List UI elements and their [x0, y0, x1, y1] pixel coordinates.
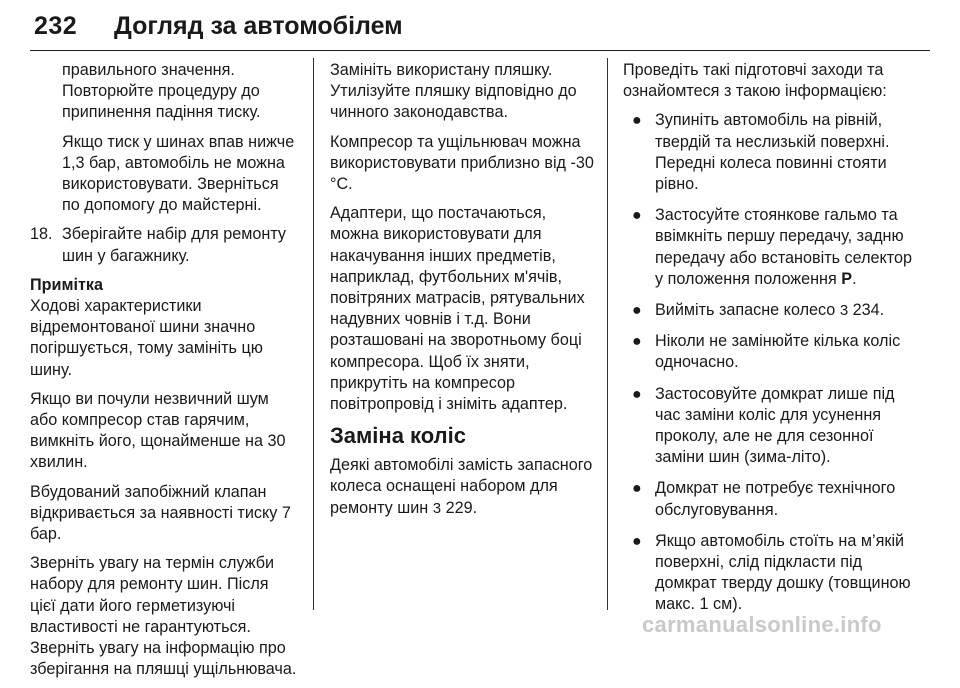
- note-title: Примітка: [30, 275, 103, 294]
- bullet-dot: ●: [632, 333, 642, 351]
- bullet-item: [623, 478, 921, 520]
- section-title: Заміна коліс: [330, 423, 466, 449]
- page-reference-icon[interactable]: 3: [839, 302, 849, 320]
- bullet-text: Застосуйте стоянкове гальмо та ввімкніть першу передачу, задню передачу або встановіть селектор у положення положення: [655, 206, 913, 288]
- section-paragraph: [330, 455, 598, 519]
- bullet-item: [623, 110, 921, 195]
- bullet-item: [623, 300, 921, 321]
- step-number: 18.: [30, 225, 53, 244]
- bullet-dot: ●: [632, 207, 642, 225]
- bullet-item: [623, 531, 921, 616]
- watermark: carmanualsonline.info: [642, 612, 882, 637]
- bullet-text: Вийміть запасне колесо: [655, 301, 840, 320]
- bullet-text: Застосовуйте домкрат лише під час заміни коліс для усунення проколу, але не для сезонної заміни шин (зима-літо).: [655, 384, 895, 467]
- page-title: Догляд за автомобілем: [114, 12, 403, 40]
- page-number: 232: [34, 12, 78, 40]
- bullet-text: .: [852, 269, 857, 288]
- note-paragraph: Вбудований запобіжний клапан відкривається за наявності тиску 7 бар.: [30, 482, 291, 544]
- page-reference[interactable]: 234.: [848, 301, 885, 320]
- bullet-text: Ніколи не замінюйте кілька коліс одночасно.: [655, 332, 901, 372]
- intro-paragraph: Проведіть такі підготовчі заходи та ознайомтеся з такою інформацією:: [623, 61, 887, 101]
- bullet-item: [623, 331, 921, 373]
- paragraph: Якщо тиск у шинах впав нижче 1,3 бар, автомобіль не можна використовувати. Зверніться по допомогу до майстерні.: [62, 132, 295, 215]
- column-1: [30, 60, 298, 688]
- paragraph: Адаптери, що постачаються, можна використовувати для накачування інших предметів, наприклад, футбольних м'ячів, повітряних матрасів, рятувальних надувних човнів і т.д. Вони розташовані на зворотньому боці компресора. Щоб їх зняти, прикрутіть на компресор повітропровід і зніміть адаптер.: [330, 204, 585, 414]
- page-reference[interactable]: 229.: [441, 498, 478, 517]
- bullet-dot: ●: [632, 112, 642, 130]
- page-reference-icon[interactable]: 3: [432, 499, 442, 517]
- column-3: [623, 60, 921, 626]
- numbered-step-18: [30, 224, 298, 266]
- paragraph: правильного значення. Повторюйте процедуру до припинення падіння тиску.: [62, 61, 261, 122]
- note-paragraph: Якщо ви почули незвичний шум або компресор став гарячим, вимкніть його, щонайменше на 30 хвилин.: [30, 389, 286, 472]
- bullet-dot: ●: [632, 480, 642, 498]
- header-rule: [30, 50, 930, 51]
- bullet-text: Зупиніть автомобіль на рівній, твердій та неслизькій поверхні. Передні колеса повинні стояти рівно.: [655, 111, 890, 194]
- bullet-text: Домкрат не потребує технічного обслуговування.: [655, 479, 896, 519]
- bullet-dot: ●: [632, 532, 642, 550]
- page-header: [30, 6, 930, 50]
- gear-position-p: P: [841, 269, 853, 288]
- note-paragraph: Ходові характеристики відремонтованої шини значно погіршується, тому замініть цю шину.: [30, 297, 263, 379]
- text-run: Деякі автомобілі замість запасного колеса оснащені набором для ремонту шин: [330, 456, 593, 517]
- bullet-text: Якщо автомобіль стоїть на м’якій поверхні, слід підкласти під домкрат тверду дошку (товщиною макс. 1 см).: [655, 531, 911, 614]
- paragraph: Компресор та ущільнювач можна використовувати приблизно від -30 °C.: [330, 132, 594, 194]
- bullet-dot: ●: [632, 385, 642, 403]
- paragraph: Замініть використану пляшку. Утилізуйте пляшку відповідно до чинного законодавства.: [330, 61, 577, 122]
- bullet-dot: ●: [632, 302, 642, 320]
- step-text: Зберігайте набір для ремонту шин у багажнику.: [62, 225, 287, 265]
- column-divider-2: [607, 58, 608, 610]
- bullet-item: [623, 205, 921, 290]
- column-divider-1: [313, 58, 314, 610]
- bullet-item: [623, 384, 921, 469]
- note-paragraph: Зверніть увагу на термін служби набору для ремонту шин. Після цієї дати його герметизуючі властивості не гарантуються. Зверніть увагу на інформацію про зберігання на пляшці ущільнювача.: [30, 554, 297, 679]
- column-2: [330, 60, 598, 527]
